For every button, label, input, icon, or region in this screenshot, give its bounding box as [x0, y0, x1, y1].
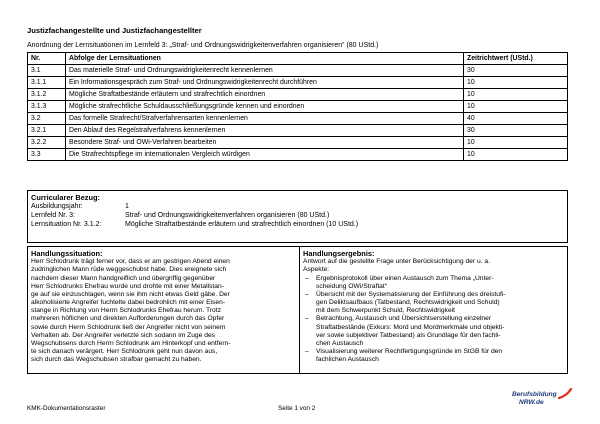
text-line: fachlichen Austausch	[316, 356, 379, 364]
row-nr: 3.3	[28, 149, 66, 161]
row-hours: 40	[464, 113, 568, 125]
text-line: Wegschubsens durch Herrn Schlodrunk am Hinterkopf und entfern-	[31, 339, 231, 347]
row-nr: 3.1.2	[28, 89, 66, 101]
footer-document-name: KMK-Dokumentationsraster	[27, 405, 106, 412]
row-title: Den Ablauf des Regelstrafverfahrens kennenlernen	[66, 125, 464, 137]
row-hours: 10	[464, 77, 568, 89]
text-line: gen Deliktsaufbaus (Tatbestand, Rechtswidrigkeit und Schuld)	[316, 299, 500, 307]
curricular-reference-box	[27, 190, 568, 243]
text-line: Verhalten ab. Der Angreifer verletzte sich sodann im Zuge des	[31, 331, 216, 339]
result-bullet-list	[303, 275, 564, 365]
text-line: stange in Richtung von Herrn Schlodrunks Ehefrau herum. Trotz	[31, 307, 221, 315]
table-row	[28, 149, 568, 161]
row-hours: 10	[464, 89, 568, 101]
action-situation-column	[28, 247, 300, 373]
text-line: – Betrachtung, Austausch und Übersichtserstellung einzelner	[316, 315, 492, 323]
text-line: mit dem Schwerpunkt Schuld, Rechtswidrigkeit	[316, 307, 456, 315]
row-title: Die Strafrechtspflege im internationalen Vergleich würdigen	[66, 149, 464, 161]
berufsbildung-nrw-logo	[512, 388, 574, 410]
text-line: mehreren höflichen und direkten Aufforderungen durch das Opfer	[31, 315, 225, 323]
row-hours: 10	[464, 149, 568, 161]
row-title: Besondere Straf- und OWi-Verfahren bearbeiten	[66, 137, 464, 149]
text-line: Antwort auf die gestellte Frage unter Berücksichtigung der u. a.	[303, 258, 490, 266]
row-nr: 3.1.1	[28, 77, 66, 89]
table-row	[28, 65, 568, 77]
result-intro	[303, 258, 564, 274]
text-line: ver sowie subjektiver Tatbestand) als Grundlage für den fachli-	[316, 331, 501, 339]
row-nr: 3.2.2	[28, 137, 66, 149]
curricular-value: Straf- und Ordnungswidrigkeitenverfahren organisieren (80 UStd.)	[125, 212, 330, 219]
action-result-column	[300, 247, 567, 373]
row-title: Das formelle Strafrecht/Strafverfahrensarten kennenlernen	[66, 113, 464, 125]
row-hours: 10	[464, 137, 568, 149]
text-line: ge auf sie einzuschlagen, wenn sie ihm nicht etwas Geld gäbe. Der	[31, 290, 230, 298]
learning-situations-table	[27, 52, 568, 161]
text-line: scheidung OWi/Straftat“	[316, 282, 387, 290]
text-line: zudringlichen Mann rüde weggeschubst habe. Dies ereignete sich	[31, 266, 227, 274]
curricular-key: Lernfeld Nr. 3:	[31, 212, 75, 219]
row-title: Mögliche strafrechtliche Schuldausschließungsgründe kennen und einordnen	[66, 101, 464, 113]
bullet-item	[303, 275, 564, 291]
header-time: Zeitrichtwert (UStd.)	[464, 53, 568, 65]
text-line: nachdem dieser Mann handgreiflich und übergriffig gegenüber	[31, 274, 216, 282]
curricular-item	[31, 203, 564, 212]
text-line: sowie durch Herrn Schlodrunk ließ der Angreifer nicht von seinem	[31, 323, 226, 331]
table-header-row	[28, 53, 568, 65]
curricular-key: Ausbildungsjahr:	[31, 203, 83, 211]
text-line: – Übersicht mit der Systematisierung der Einführung des dreistufi-	[316, 290, 506, 298]
curricular-item	[31, 221, 564, 230]
text-line: – Ergebnisprotokoll über einen Austausch zum Thema „Unter-	[316, 274, 494, 282]
row-title: Ein Informationsgespräch zum Straf- und Ordnungswidrigkeitenrecht durchführen	[66, 77, 464, 89]
text-line: te sich danach verärgert. Herr Schlodrunk geht nun davon aus,	[31, 348, 218, 356]
row-nr: 3.2	[28, 113, 66, 125]
row-nr: 3.1.3	[28, 101, 66, 113]
text-line: Aspekte:	[303, 266, 330, 274]
bullet-item	[303, 315, 564, 348]
header-nr: Nr.	[28, 53, 66, 65]
row-hours: 30	[464, 125, 568, 137]
situation-text	[31, 258, 296, 364]
swoosh-icon	[558, 388, 572, 400]
row-nr: 3.1	[28, 65, 66, 77]
text-line: – Visualisierung weiterer Rechtfertigungsgründe im StGB für den	[316, 348, 503, 356]
row-title: Mögliche Straftatbestände erläutern und strafrechtlich einordnen	[66, 89, 464, 101]
learning-field-subtitle: Anordnung der Lernsituationen im Lernfeld 3: „Straf- und Ordnungswidrigkeitenverfahren organisieren“ (80 UStd.)	[27, 42, 379, 49]
curricular-heading: Curricularer Bezug:	[31, 193, 100, 202]
swoosh-stroke	[559, 389, 571, 398]
table-row	[28, 77, 568, 89]
text-line: alkoholisierte Angreifer fuchtelte dabei bedrohlich mit einer Eisen-	[31, 299, 226, 307]
text-line: sich durch das Wegschubsen strafbar gemacht zu haben.	[31, 356, 202, 364]
result-heading: Handlungsergebnis:	[303, 249, 375, 258]
text-line: Herr Schlodrunk trägt ferner vor, dass er am gestrigen Abend einen	[31, 258, 230, 266]
table-row	[28, 125, 568, 137]
logo-line-1: Berufsbildung	[512, 391, 557, 398]
row-nr: 3.2.1	[28, 125, 66, 137]
text-line: Herr Schlodrunks Ehefrau wurde und drohte mit einer Metallstan-	[31, 282, 224, 290]
table-row	[28, 113, 568, 125]
table-row	[28, 89, 568, 101]
logo-line-2: NRW.de	[519, 399, 544, 406]
curricular-value: 1	[125, 203, 129, 211]
situation-result-box	[27, 246, 568, 374]
text-line: chen Austausch	[316, 339, 364, 347]
table-row	[28, 137, 568, 149]
page-title: Justizfachangestellte und Justizfachangestellter	[27, 26, 202, 35]
curricular-key: Lernsituation Nr. 3.1.2:	[31, 220, 102, 228]
row-hours: 30	[464, 65, 568, 77]
bullet-item	[303, 348, 564, 364]
footer-page-number: Seite 1 von 2	[278, 405, 316, 412]
text-line: Straftatbestände (Exkurs: Mord und Mordmerkmale und objekti-	[316, 323, 505, 331]
curricular-item	[31, 212, 564, 221]
header-sequence: Abfolge der Lernsituationen	[66, 53, 464, 65]
row-title: Das materielle Straf- und Ordnungswidrigkeitenrecht kennenlernen	[66, 65, 464, 77]
table-row	[28, 101, 568, 113]
row-hours: 10	[464, 101, 568, 113]
curricular-value: Mögliche Straftatbestände erläutern und strafrechtlich einordnen (10 UStd.)	[125, 220, 359, 228]
bullet-item	[303, 291, 564, 316]
situation-heading: Handlungssituation:	[31, 249, 103, 258]
